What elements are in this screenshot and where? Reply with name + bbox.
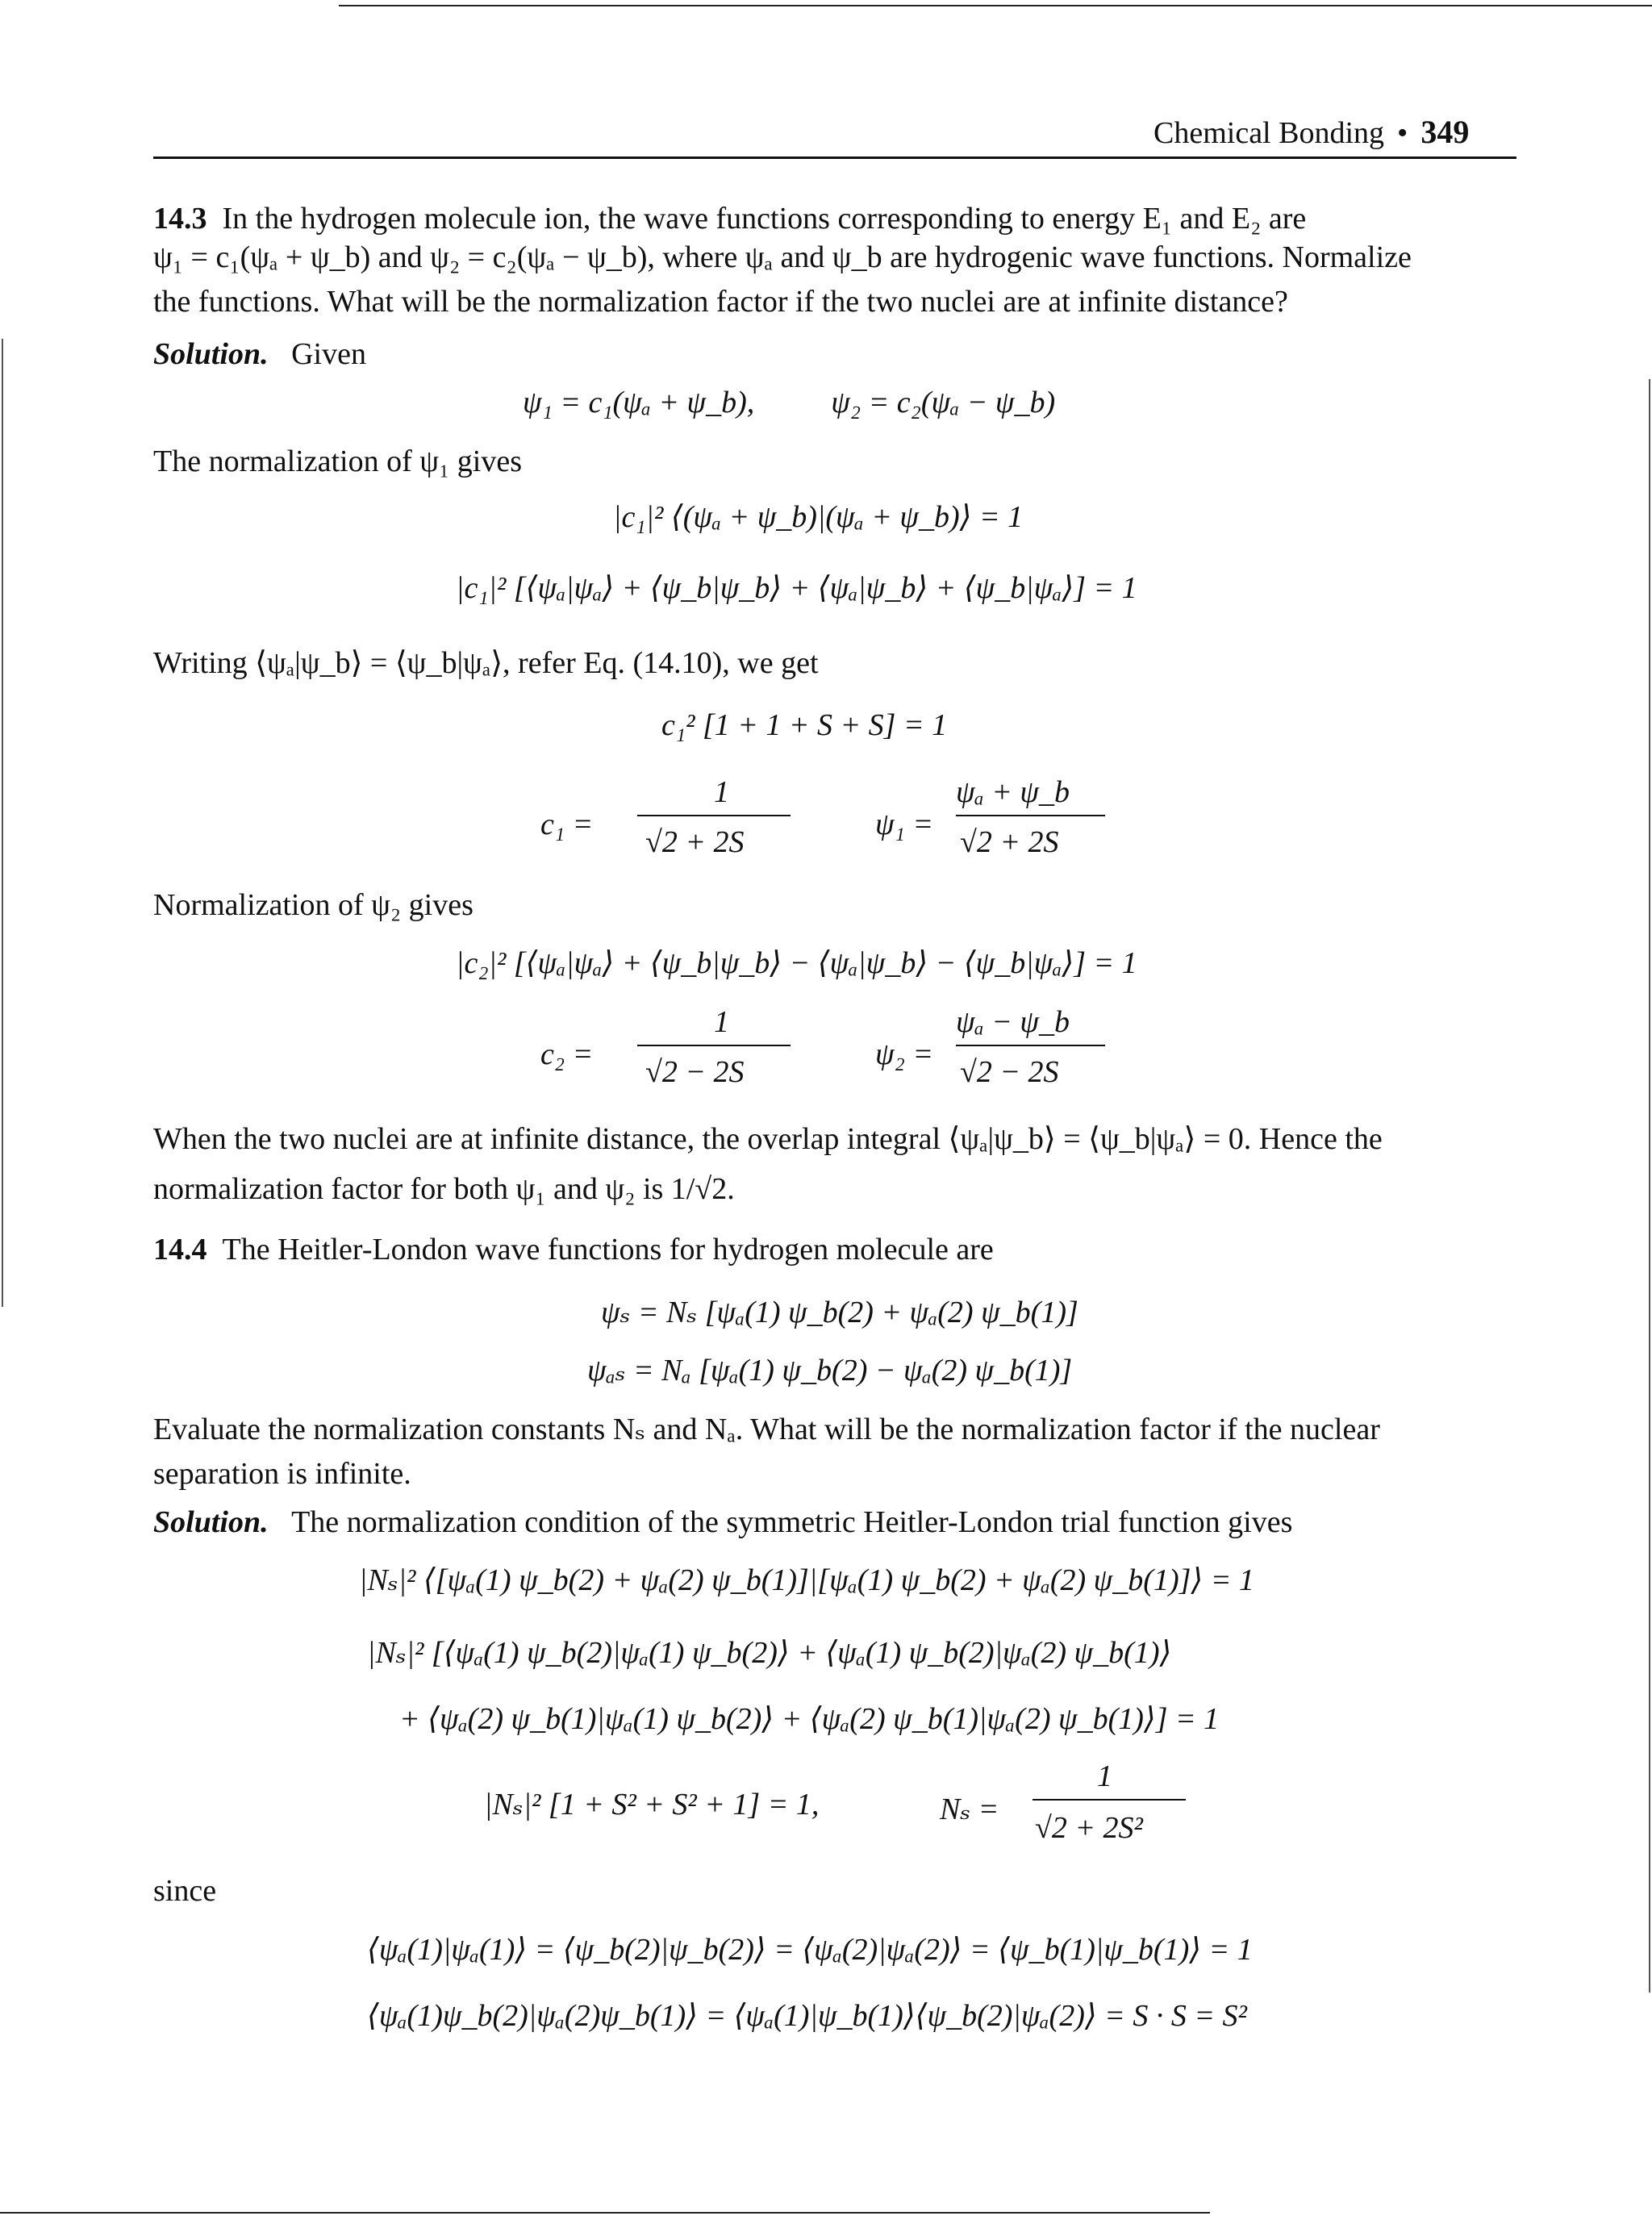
problem-14-4-line-3: separation is infinite. — [153, 1457, 411, 1491]
equation-hl-6: ⟨ψₐ(1)ψ_b(2)|ψₐ(2)ψ_b(1)⟩ = ⟨ψₐ(1)|ψ_b(1)⟩⟨ψ_b(2)|ψₐ(2)⟩ = S · S = S² — [367, 1999, 1247, 2033]
problem-14-4-line-2: Evaluate the normalization constants Nₛ and Nₐ. What will be the normalization factor if the nuclear — [153, 1413, 1380, 1446]
solution-line — [153, 1507, 1292, 1538]
equation-hl-4: |Nₛ|² [1 + S² + S² + 1] = 1, — [484, 1788, 820, 1821]
c2-fraction-bar — [637, 1045, 791, 1046]
solution-label: Solution. — [153, 1505, 269, 1539]
problem-text: In the hydrogen molecule ion, the wave functions corresponding to energy E₁ and E₂ are — [222, 202, 1307, 236]
ns-lhs: Nₛ = — [940, 1792, 999, 1826]
c1-numerator: 1 — [714, 775, 729, 809]
equation-n3: c₁² [1 + 1 + S + S] = 1 — [661, 708, 948, 742]
solution-line — [153, 339, 366, 369]
solution-given: Given — [291, 337, 366, 371]
ns-fraction — [940, 1759, 1198, 1872]
equation-psi-as: ψₐₛ = Nₐ [ψₐ(1) ψ_b(2) − ψₐ(2) ψ_b(1)] — [587, 1354, 1073, 1388]
solution-text: The normalization condition of the symmetric Heitler-London trial function gives — [291, 1505, 1293, 1539]
psi2-denominator: √2 − 2S — [960, 1055, 1059, 1089]
normalization-psi1-text: The normalization of ψ₁ gives — [153, 444, 523, 478]
solution-label: Solution. — [153, 337, 269, 371]
header-rule — [153, 156, 1516, 159]
psi1-lhs: ψ₁ = — [875, 807, 933, 841]
psi1-fraction — [875, 774, 1133, 879]
psi2-fraction-bar — [956, 1045, 1105, 1046]
psi2-numerator: ψₐ − ψ_b — [956, 1005, 1070, 1039]
ns-numerator: 1 — [1097, 1759, 1112, 1793]
equation-n4: |c₂|² [⟨ψₐ|ψₐ⟩ + ⟨ψ_b|ψ_b⟩ − ⟨ψₐ|ψ_b⟩ − ⟨ψ_b|ψₐ⟩] = 1 — [456, 946, 1137, 980]
c1-denominator: √2 + 2S — [645, 825, 745, 859]
equation-psi-s: ψₛ = Nₛ [ψₐ(1) ψ_b(2) + ψₐ(2) ψ_b(1)] — [601, 1296, 1078, 1329]
equation-hl-1: |Nₛ|² ⟨[ψₐ(1) ψ_b(2) + ψₐ(2) ψ_b(1)]|[ψₐ(1) ψ_b(2) + ψₐ(2) ψ_b(1)]⟩ = 1 — [359, 1563, 1254, 1597]
infinite-distance-line-1: When the two nuclei are at infinite distance, the overlap integral ⟨ψₐ|ψ_b⟩ = ⟨ψ_b|ψₐ⟩ = 0. Hence the — [153, 1122, 1383, 1156]
equation-n1: |c₁|² ⟨(ψₐ + ψ_b)|(ψₐ + ψ_b)⟩ = 1 — [613, 500, 1024, 534]
c1-lhs: c₁ = — [540, 807, 594, 841]
equation-hl-3: + ⟨ψₐ(2) ψ_b(1)|ψₐ(1) ψ_b(2)⟩ + ⟨ψₐ(2) ψ_b(1)|ψₐ(2) ψ_b(1)⟩] = 1 — [399, 1702, 1220, 1736]
ns-fraction-bar — [1032, 1799, 1186, 1801]
psi1-numerator: ψₐ + ψ_b — [956, 775, 1070, 809]
problem-14-4-line-1 — [153, 1234, 994, 1265]
problem-number: 14.3 — [153, 202, 207, 236]
normalization-psi2-text: Normalization of ψ₂ gives — [153, 888, 473, 922]
infinite-distance-line-2: normalization factor for both ψ₁ and ψ₂ is 1/√2. — [153, 1172, 735, 1206]
running-title: Chemical Bonding — [1153, 116, 1385, 150]
psi2-fraction — [875, 1004, 1133, 1109]
equation-hl-2: |Nₛ|² [⟨ψₐ(1) ψ_b(2)|ψₐ(1) ψ_b(2)⟩ + ⟨ψₐ(1) ψ_b(2)|ψₐ(2) ψ_b(1)⟩ — [367, 1636, 1172, 1670]
problem-number: 14.4 — [153, 1233, 207, 1266]
problem-14-3-line-2: ψ₁ = c₁(ψₐ + ψ_b) and ψ₂ = c₂(ψₐ − ψ_b), where ψₐ and ψ_b are hydrogenic wave functions. Normalize — [153, 240, 1412, 274]
c1-fraction-bar — [637, 815, 791, 816]
bottom-scan-edge — [0, 2212, 1210, 2214]
top-scan-edge — [339, 5, 1652, 6]
right-margin-mark — [1649, 379, 1650, 1993]
left-margin-mark — [2, 339, 3, 1307]
c2-denominator: √2 − 2S — [645, 1055, 745, 1089]
psi1-fraction-bar — [956, 815, 1105, 816]
equation-given: ψ₁ = c₁(ψₐ + ψ_b), ψ₂ = c₂(ψₐ − ψ_b) — [523, 386, 1056, 419]
page-number: 349 — [1420, 114, 1470, 150]
psi2-lhs: ψ₂ = — [875, 1037, 933, 1071]
problem-14-3-line-1 — [153, 203, 1306, 234]
running-header — [1153, 113, 1469, 151]
c2-numerator: 1 — [714, 1005, 729, 1039]
c2-fraction — [540, 1004, 807, 1109]
c1-fraction — [540, 774, 807, 879]
psi1-denominator: √2 + 2S — [960, 825, 1059, 859]
problem-text: The Heitler-London wave functions for hydrogen molecule are — [222, 1233, 994, 1266]
writing-text: Writing ⟨ψₐ|ψ_b⟩ = ⟨ψ_b|ψₐ⟩, refer Eq. (14.10), we get — [153, 646, 819, 680]
equation-n2: |c₁|² [⟨ψₐ|ψₐ⟩ + ⟨ψ_b|ψ_b⟩ + ⟨ψₐ|ψ_b⟩ + ⟨ψ_b|ψₐ⟩] = 1 — [456, 571, 1137, 605]
equation-hl-5: ⟨ψₐ(1)|ψₐ(1)⟩ = ⟨ψ_b(2)|ψ_b(2)⟩ = ⟨ψₐ(2)|ψₐ(2)⟩ = ⟨ψ_b(1)|ψ_b(1)⟩ = 1 — [367, 1933, 1253, 1967]
c2-lhs: c₂ = — [540, 1037, 594, 1071]
problem-14-3-line-3: the functions. What will be the normalization factor if the two nuclei are at infinite distance? — [153, 285, 1288, 319]
since-text: since — [153, 1874, 217, 1908]
ns-denominator: √2 + 2S² — [1035, 1811, 1143, 1845]
header-bullet: • — [1397, 116, 1408, 150]
